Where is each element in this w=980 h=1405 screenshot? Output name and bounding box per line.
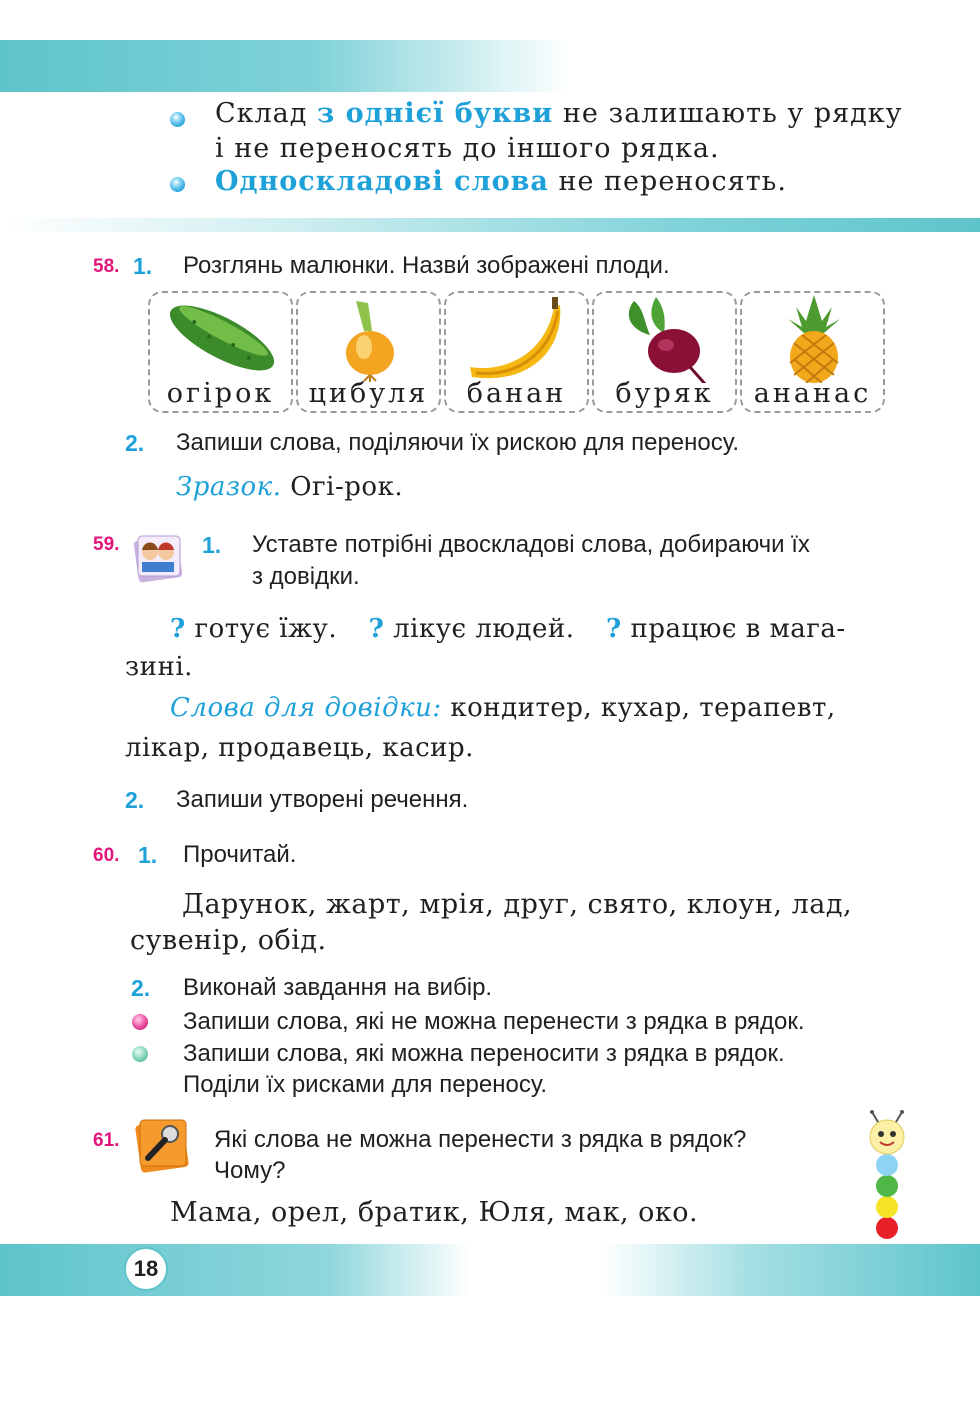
- option-bullet-green-icon: [132, 1046, 148, 1062]
- exercise-sentences: [170, 614, 846, 644]
- fruit-card: [296, 291, 441, 413]
- option-bullet-pink-icon: [132, 1014, 148, 1030]
- instruction-text: Запиши слова, поділяючи їх рискою для переносу.: [176, 429, 740, 456]
- question-text: Які слова не можна перенести з рядка в рядок?: [214, 1126, 747, 1153]
- rule-highlight: Односкладові слова: [215, 166, 549, 197]
- exercise-number: 60.: [93, 845, 120, 866]
- rule-bullet-icon: [170, 112, 185, 127]
- word-list: Мама, орел, братик, Юля, мак, око.: [170, 1197, 699, 1228]
- fruit-label: ананас: [753, 378, 872, 409]
- instruction-text: Запиши утворені речення.: [176, 786, 469, 813]
- sentence-text: лікує людей.: [384, 614, 575, 644]
- step-number: 2.: [125, 430, 145, 456]
- instruction-text: Прочитай.: [183, 841, 297, 868]
- kids-book-icon: [130, 528, 186, 586]
- instruction-text: Уставте потрібні двоскладові слова, добираючи їх: [252, 531, 810, 558]
- sample-text: Огі-рок.: [281, 472, 404, 502]
- step-number: 2.: [131, 975, 151, 1001]
- fruit-card: [444, 291, 589, 413]
- sentence-continuation: зині.: [125, 652, 193, 682]
- reference-words-line2: лікар, продавець, касир.: [125, 733, 474, 763]
- option-text: Запиши слова, які можна переносити з рядка в рядок.: [183, 1040, 785, 1067]
- footer-band: [0, 1244, 470, 1296]
- microphone-icon: [130, 1114, 192, 1176]
- option-text: Поділи їх рисками для переносу.: [183, 1071, 548, 1098]
- fruit-card: [740, 291, 885, 413]
- fruit-card: [592, 291, 737, 413]
- cucumber-icon: [150, 293, 295, 383]
- instruction-text: з довідки.: [252, 563, 360, 590]
- pineapple-icon: [742, 293, 887, 383]
- rule-text: не залишають у рядку: [553, 98, 903, 129]
- fruit-label: цибуля: [308, 378, 429, 409]
- caterpillar-icon: [862, 1110, 912, 1240]
- fruit-card: [148, 291, 293, 413]
- fruit-label: банан: [466, 378, 567, 409]
- instruction-text: Виконай завдання на вибір.: [183, 974, 493, 1001]
- fruit-label: огірок: [166, 378, 275, 409]
- word-list-line2: сувенір, обід.: [130, 925, 327, 956]
- instruction-text: Розглянь малюнки. Назви́ зображені плоди.: [183, 252, 670, 279]
- blank-marker: ?: [368, 614, 385, 644]
- sample-line: [176, 472, 403, 502]
- rule-line-1: [215, 98, 903, 129]
- sample-label: Зразок.: [176, 472, 282, 502]
- reference-text: кондитер, кухар, терапевт,: [441, 693, 836, 723]
- rule-line-3: [215, 166, 787, 197]
- option-text: Запиши слова, які не можна перенести з рядка в рядок.: [183, 1008, 805, 1035]
- exercise-number: 59.: [93, 534, 120, 555]
- step-number: 1.: [133, 253, 153, 279]
- blank-marker: ?: [606, 614, 622, 644]
- footer-band: [600, 1244, 980, 1296]
- banana-icon: [446, 293, 591, 383]
- sentence-text: працює в мага-: [621, 614, 846, 644]
- word-list: Дарунок, жарт, мрія, друг, свято, клоун, лад,: [182, 889, 853, 920]
- fruit-label: буряк: [615, 378, 714, 409]
- header-band: [0, 40, 570, 92]
- exercise-number: 58.: [93, 256, 120, 277]
- rule-line-2: і не переносять до іншого рядка.: [215, 133, 720, 164]
- step-number: 1.: [138, 842, 158, 868]
- rule-divider-band: [0, 218, 980, 232]
- beet-icon: [594, 293, 739, 383]
- sentence-text: готує їжу.: [185, 614, 338, 644]
- reference-words: [170, 693, 836, 723]
- step-number: 2.: [125, 787, 145, 813]
- rule-text: Склад: [215, 98, 317, 129]
- step-number: 1.: [202, 532, 222, 558]
- reference-label: Слова для довідки:: [170, 693, 442, 723]
- question-text: Чому?: [214, 1157, 286, 1184]
- rule-text: не переносять.: [548, 166, 787, 197]
- onion-icon: [298, 293, 443, 383]
- rule-highlight: з однієї букви: [317, 98, 554, 129]
- blank-marker: ?: [170, 614, 186, 644]
- page-number: 18: [124, 1247, 168, 1291]
- rule-bullet-icon: [170, 177, 185, 192]
- exercise-number: 61.: [93, 1130, 120, 1151]
